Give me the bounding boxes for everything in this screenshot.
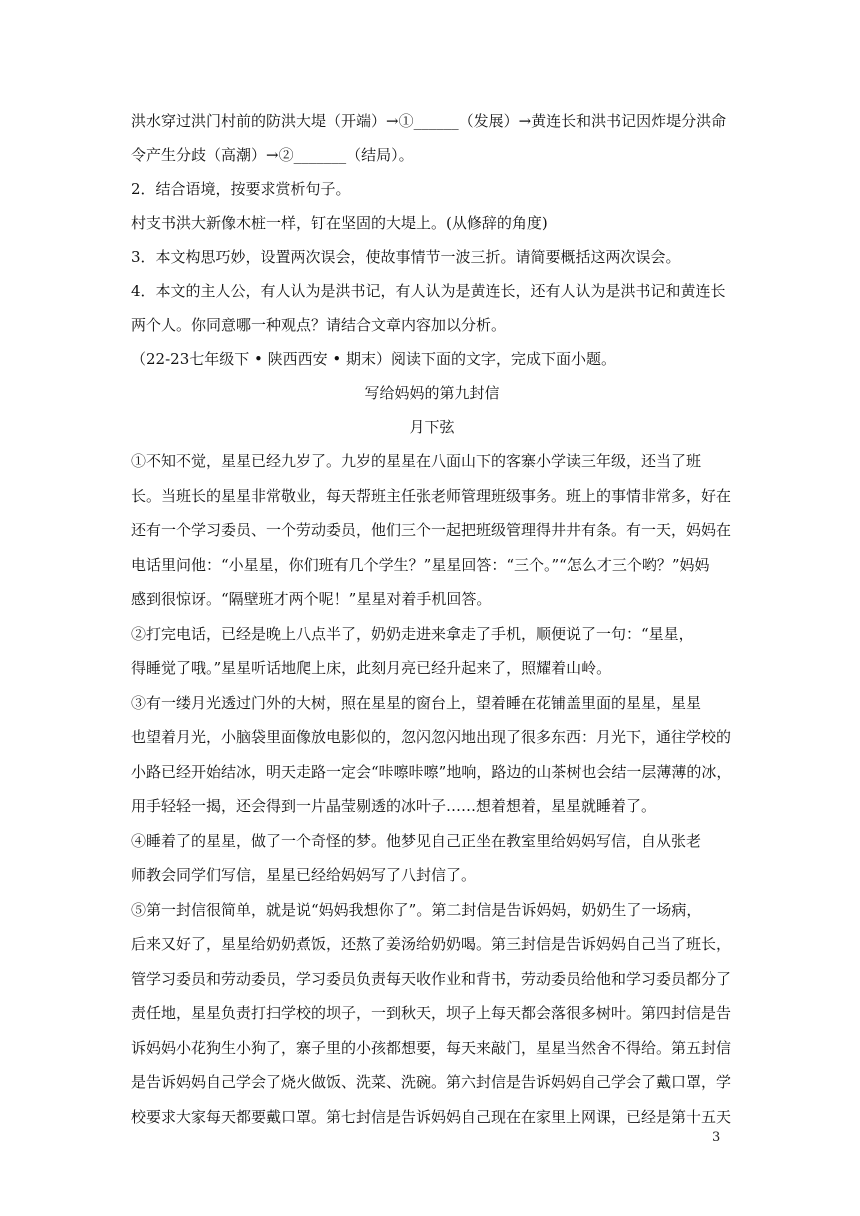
page-content: [131, 104, 733, 1134]
paragraph-line: 用手轻轻一揭，还会得到一片晶莹剔透的冰叶子……想着想着，星星就睡着了。: [131, 797, 657, 815]
question-3: 3．本文构思巧妙，设置两次误会，使故事情节一波三折。请简要概括这两次误会。: [131, 248, 681, 266]
paragraph-line: 还有一个学习委员、一个劳动委员，他们三个一起把班级管理得井井有条。有一天，妈妈在: [131, 521, 732, 539]
paragraph-line: 也望着月光，小脑袋里面像放电影似的，忽闪忽闪地出现了很多东西：月光下，通往学校的: [131, 728, 732, 746]
paragraph-line: ②打完电话，已经是晚上八点半了，奶奶走进来拿走了手机，顺便说了一句：“星星，: [131, 624, 694, 643]
question-4-line-2: 两个人。你同意哪一种观点？请结合文章内容加以分析。: [131, 316, 507, 334]
paragraph-line: 是告诉妈妈自己学会了烧火做饭、洗菜、洗碗。第六封信是告诉妈妈自己学会了戴口罩，学: [131, 1073, 732, 1091]
paragraph-line: 诉妈妈小花狗生小狗了，寨子里的小孩都想要，每天来敲门，星星当然舍不得给。第五封信: [131, 1038, 732, 1057]
reading-intro: （22-23七年级下 • 陕西西安 • 期末）阅读下面的文字，完成下面小题。: [131, 350, 617, 368]
paragraph-line: 师教会同学们写信，星星已经给妈妈写了八封信了。: [131, 866, 477, 884]
article-title: 写给妈妈的第九封信: [364, 384, 500, 402]
paragraph-line: ①不知不觉，星星已经九岁了。九岁的星星在八面山下的客寨小学读三年级，还当了班: [131, 452, 702, 470]
question-4-line-1: 4．本文的主人公，有人认为是洪书记，有人认为是黄连长，还有人认为是洪书记和黄连长: [131, 282, 726, 300]
article-paragraph: [131, 824, 733, 893]
paragraph-line: 校要求大家每天都要戴口罩。第七封信是告诉妈妈自己现在在家里上网课，已经是第十五天: [131, 1107, 732, 1126]
article-paragraph: [131, 686, 733, 824]
paragraph-line: 责任地，星星负责打扫学校的坝子，一到秋天，坝子上每天都会落很多树叶。第四封信是告: [131, 1004, 732, 1022]
paragraph-line: 后来又好了，星星给奶奶煮饭，还熬了姜汤给奶奶喝。第三封信是告诉妈妈自己当了班长，: [131, 935, 732, 953]
paragraph-line: 得睡觉了哦。”星星听话地爬上床，此刻月亮已经升起来了，照耀着山岭。: [131, 659, 612, 677]
page-number: 3: [712, 1130, 721, 1145]
article-paragraph: [131, 444, 733, 617]
article-paragraph: [131, 893, 733, 1135]
paragraph-line: 管学习委员和劳动委员，学习委员负责每天收作业和背书，劳动委员给他和学习委员都分了: [131, 969, 732, 988]
paragraph-line: ⑤第一封信很简单，就是说“妈妈我想你了”。第二封信是告诉妈妈，奶奶生了一场病，: [131, 900, 702, 919]
article-body: [131, 444, 733, 1134]
question-1-line-2: 令产生分歧（高潮）→②_______（结局）。: [131, 146, 414, 164]
paragraph-line: 长。当班长的星星非常敬业，每天帮班主任张老师管理班级事务。班上的事情非常多，好在: [131, 486, 732, 505]
article-author: 月下弦: [409, 418, 455, 436]
paragraph-line: ④睡着了的星星，做了一个奇怪的梦。他梦见自己正坐在教室里给妈妈写信，自从张老: [131, 831, 702, 850]
question-2-sentence: 村支书洪大新像木桩一样，钉在坚固的大堤上。(从修辞的角度): [131, 214, 548, 232]
question-1-line-1: 洪水穿过洪门村前的防洪大堤（开端）→①______（发展）→黄连长和洪书记因炸堤分洪命: [131, 112, 727, 130]
paragraph-line: 感到很惊讶。“隔壁班才两个呢！”星星对着手机回答。: [131, 590, 492, 608]
question-2-title: 2．结合语境，按要求赏析句子。: [131, 180, 351, 198]
paragraph-line: 小路已经开始结冰，明天走路一定会“咔嚓咔嚓”地响，路边的山茶树也会结一层薄薄的冰，: [131, 762, 732, 781]
paragraph-line: 电话里问他：“小星星，你们班有几个学生？”星星回答：“三个。”“怎么才三个哟？”妈妈: [131, 555, 710, 574]
article-paragraph: [131, 617, 733, 686]
paragraph-line: ③有一缕月光透过门外的大树，照在星星的窗台上，望着睡在花铺盖里面的星星，星星: [131, 693, 702, 712]
